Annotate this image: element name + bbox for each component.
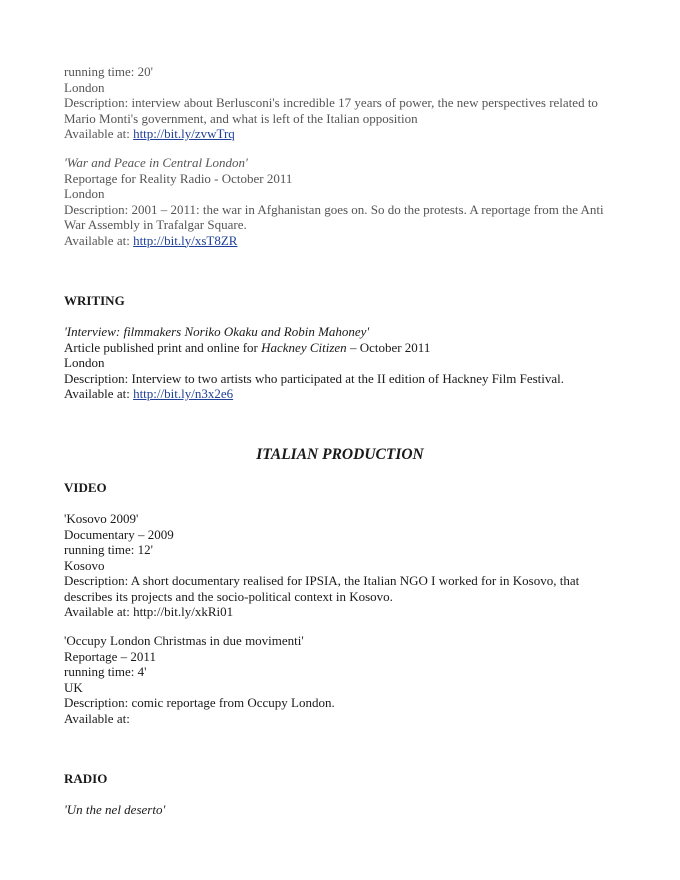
available-at: Available at: http://bit.ly/xkRi01 <box>64 604 234 619</box>
running-time: running time: 20' <box>64 64 154 79</box>
place: UK <box>64 679 83 695</box>
available-label: Available at: <box>64 232 134 248</box>
article-suffix: – October 2011 <box>346 339 431 355</box>
description: Description: comic reportage from Occupy London. <box>64 695 335 710</box>
available-label: Available at: <box>64 126 134 141</box>
entry-title: 'Interview: filmmakers Noriko Okaku and Robin Mahoney' <box>64 324 370 339</box>
description: Description: 2001 – 2011: the war in Afghanistan goes on. So do the protests. A reportage from the Anti War Assembly in Trafalgar Square. <box>64 201 604 232</box>
available-at <box>64 386 624 402</box>
entry-title: 'War and Peace in Central London' <box>64 155 248 170</box>
entry-title: 'Occupy London Christmas in due movimenti' <box>64 633 304 648</box>
place: London <box>64 355 105 370</box>
description: Description: Interview to two artists who participated at the II edition of Hackney Film Festival. <box>64 370 565 386</box>
running-time: running time: 4' <box>64 664 147 679</box>
link-xst8zr[interactable]: http://bit.ly/xsT8ZR <box>133 232 238 248</box>
entry-occupy-london <box>64 633 624 726</box>
entry-title: 'Kosovo 2009' <box>64 511 139 526</box>
link-n3x2e6[interactable]: http://bit.ly/n3x2e6 <box>133 386 234 401</box>
available-label: Available at: <box>64 386 134 401</box>
entry-kosovo-2009 <box>64 511 624 620</box>
article-info <box>64 340 624 356</box>
entry-title: 'Un the nel deserto' <box>64 802 166 817</box>
link-zvwtrq[interactable]: http://bit.ly/zvwTrq <box>133 126 235 141</box>
entry-berlusconi-interview <box>64 64 624 142</box>
entry-war-and-peace <box>64 155 624 248</box>
section-heading-video: VIDEO <box>64 480 107 495</box>
entry-type: Reportage – 2011 <box>64 648 156 664</box>
running-time: running time: 12' <box>64 542 154 557</box>
publication-name: Hackney Citizen <box>261 339 347 355</box>
section-heading-radio: RADIO <box>64 771 108 786</box>
available-at <box>64 233 624 249</box>
article-prefix: Article published print and online for <box>64 339 262 355</box>
entry-writing-interview <box>64 324 624 402</box>
place: London <box>64 186 105 201</box>
available-at: Available at: <box>64 710 130 726</box>
description: Description: A short documentary realised for IPSIA, the Italian NGO I worked for in Kosovo, that describes its projects and the socio-political context in Kosovo. <box>64 573 580 604</box>
place: Kosovo <box>64 557 105 573</box>
entry-subtitle: Reportage for Reality Radio - October 2011 <box>64 170 293 186</box>
section-heading-italian-production: ITALIAN PRODUCTION <box>256 446 424 463</box>
available-at <box>64 126 624 142</box>
section-heading-writing: WRITING <box>64 293 125 308</box>
description: Description: interview about Berlusconi's incredible 17 years of power, the new perspectives related to Mario Monti's government, and what is left of the Italian opposition <box>64 95 598 126</box>
place: London <box>64 79 105 95</box>
entry-type: Documentary – 2009 <box>64 526 174 542</box>
entry-un-the-nel-deserto <box>64 802 624 818</box>
